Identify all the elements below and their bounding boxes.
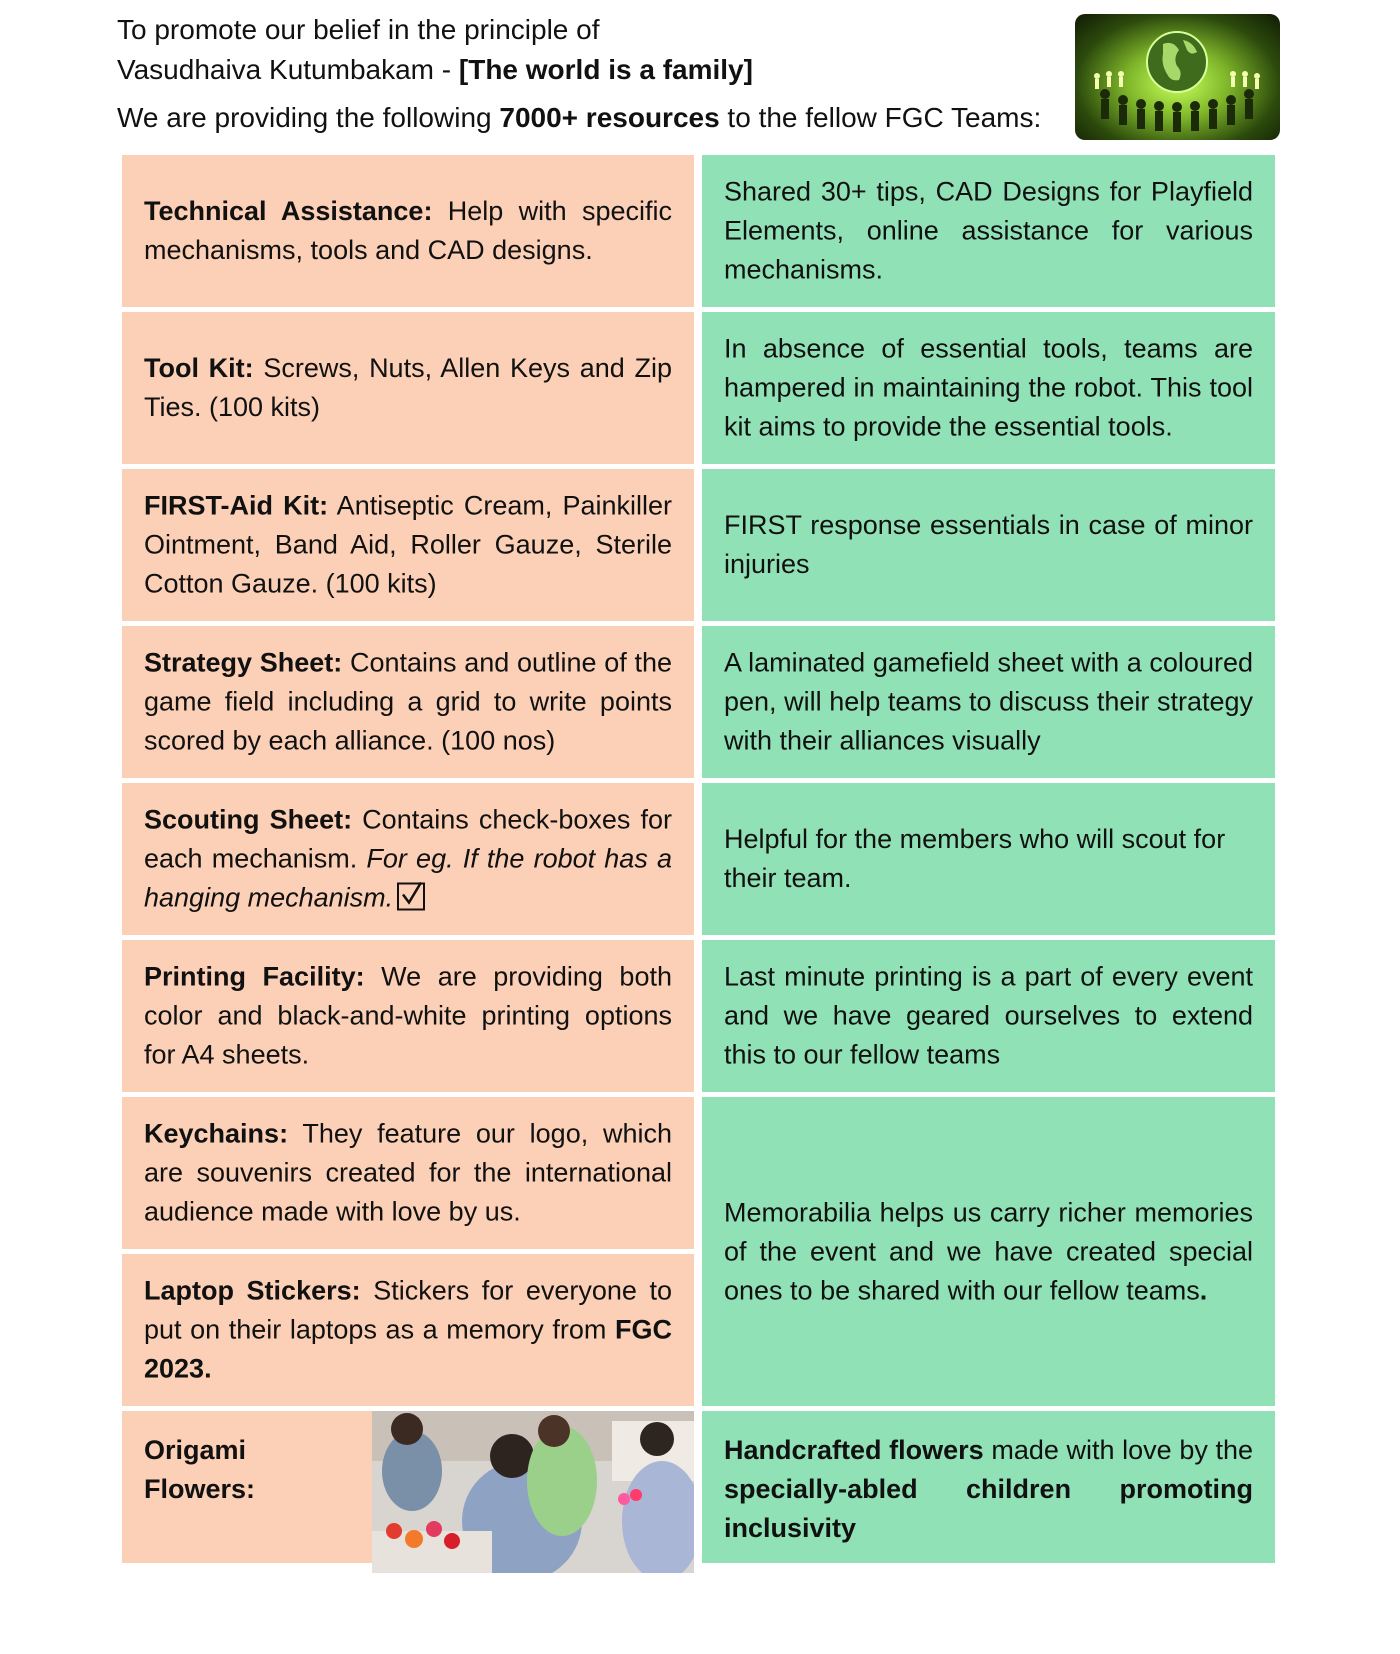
resource-first-aid-kit: FIRST-Aid Kit: Antiseptic Cream, Painkiller Ointment, Band Aid, Roller Gauze, Sterile Cotton Gauze. (100 kits) xyxy=(122,469,694,621)
resource-origami-flowers xyxy=(122,1411,694,1563)
intro-line-1: To promote our belief in the principle of xyxy=(117,14,600,45)
benefit-printing-facility: Last minute printing is a part of every event and we have geared ourselves to extend this to our fellow teams xyxy=(702,940,1275,1092)
benefit-scouting-sheet: Helpful for the members who will scout for their team. xyxy=(702,783,1275,935)
benefit-tool-kit: In absence of essential tools, teams are hampered in maintaining the robot. This tool kit aims to provide the essential tools. xyxy=(702,312,1275,464)
resource-tool-kit: Tool Kit: Screws, Nuts, Allen Keys and Zip Ties. (100 kits) xyxy=(122,312,694,464)
globe-people-icon xyxy=(1075,14,1280,140)
resource-scouting-sheet: Scouting Sheet: Contains check-boxes for each mechanism. For eg. If the robot has a hanging mechanism. xyxy=(122,783,694,935)
benefit-memorabilia: Memorabilia helps us carry richer memories of the event and we have created special ones to be shared with our fellow teams. xyxy=(702,1097,1275,1406)
checkbox-checked-icon xyxy=(397,883,425,911)
benefit-origami-flowers: Handcrafted flowers made with love by the specially-abled children promoting inclusivity xyxy=(702,1411,1275,1563)
resource-laptop-stickers: Laptop Stickers: Stickers for everyone to put on their laptops as a memory from FGC 2023. xyxy=(122,1254,694,1406)
benefit-technical-assistance: Shared 30+ tips, CAD Designs for Playfield Elements, online assistance for various mechanisms. xyxy=(702,155,1275,307)
resources-table xyxy=(117,155,1280,1652)
resource-strategy-sheet: Strategy Sheet: Contains and outline of the game field including a grid to write points scored by each alliance. (100 nos) xyxy=(122,626,694,778)
resource-keychains: Keychains: They feature our logo, which are souvenirs created for the international audience made with love by us. xyxy=(122,1097,694,1249)
origami-title: Origami Flowers: xyxy=(144,1435,256,1504)
intro-line-2: Vasudhaiva Kutumbakam - [The world is a family] xyxy=(117,54,753,85)
intro-text xyxy=(117,10,1047,138)
origami-photo xyxy=(372,1411,694,1573)
intro-line-3: We are providing the following 7000+ resources to the fellow FGC Teams: xyxy=(117,102,1042,133)
resource-technical-assistance: Technical Assistance: Help with specific mechanisms, tools and CAD designs. xyxy=(122,155,694,307)
benefit-strategy-sheet: A laminated gamefield sheet with a coloured pen, will help teams to discuss their strategy with their alliances visually xyxy=(702,626,1275,778)
resource-printing-facility: Printing Facility: We are providing both color and black-and-white printing options for A4 sheets. xyxy=(122,940,694,1092)
benefit-first-aid-kit: FIRST response essentials in case of minor injuries xyxy=(702,469,1275,621)
